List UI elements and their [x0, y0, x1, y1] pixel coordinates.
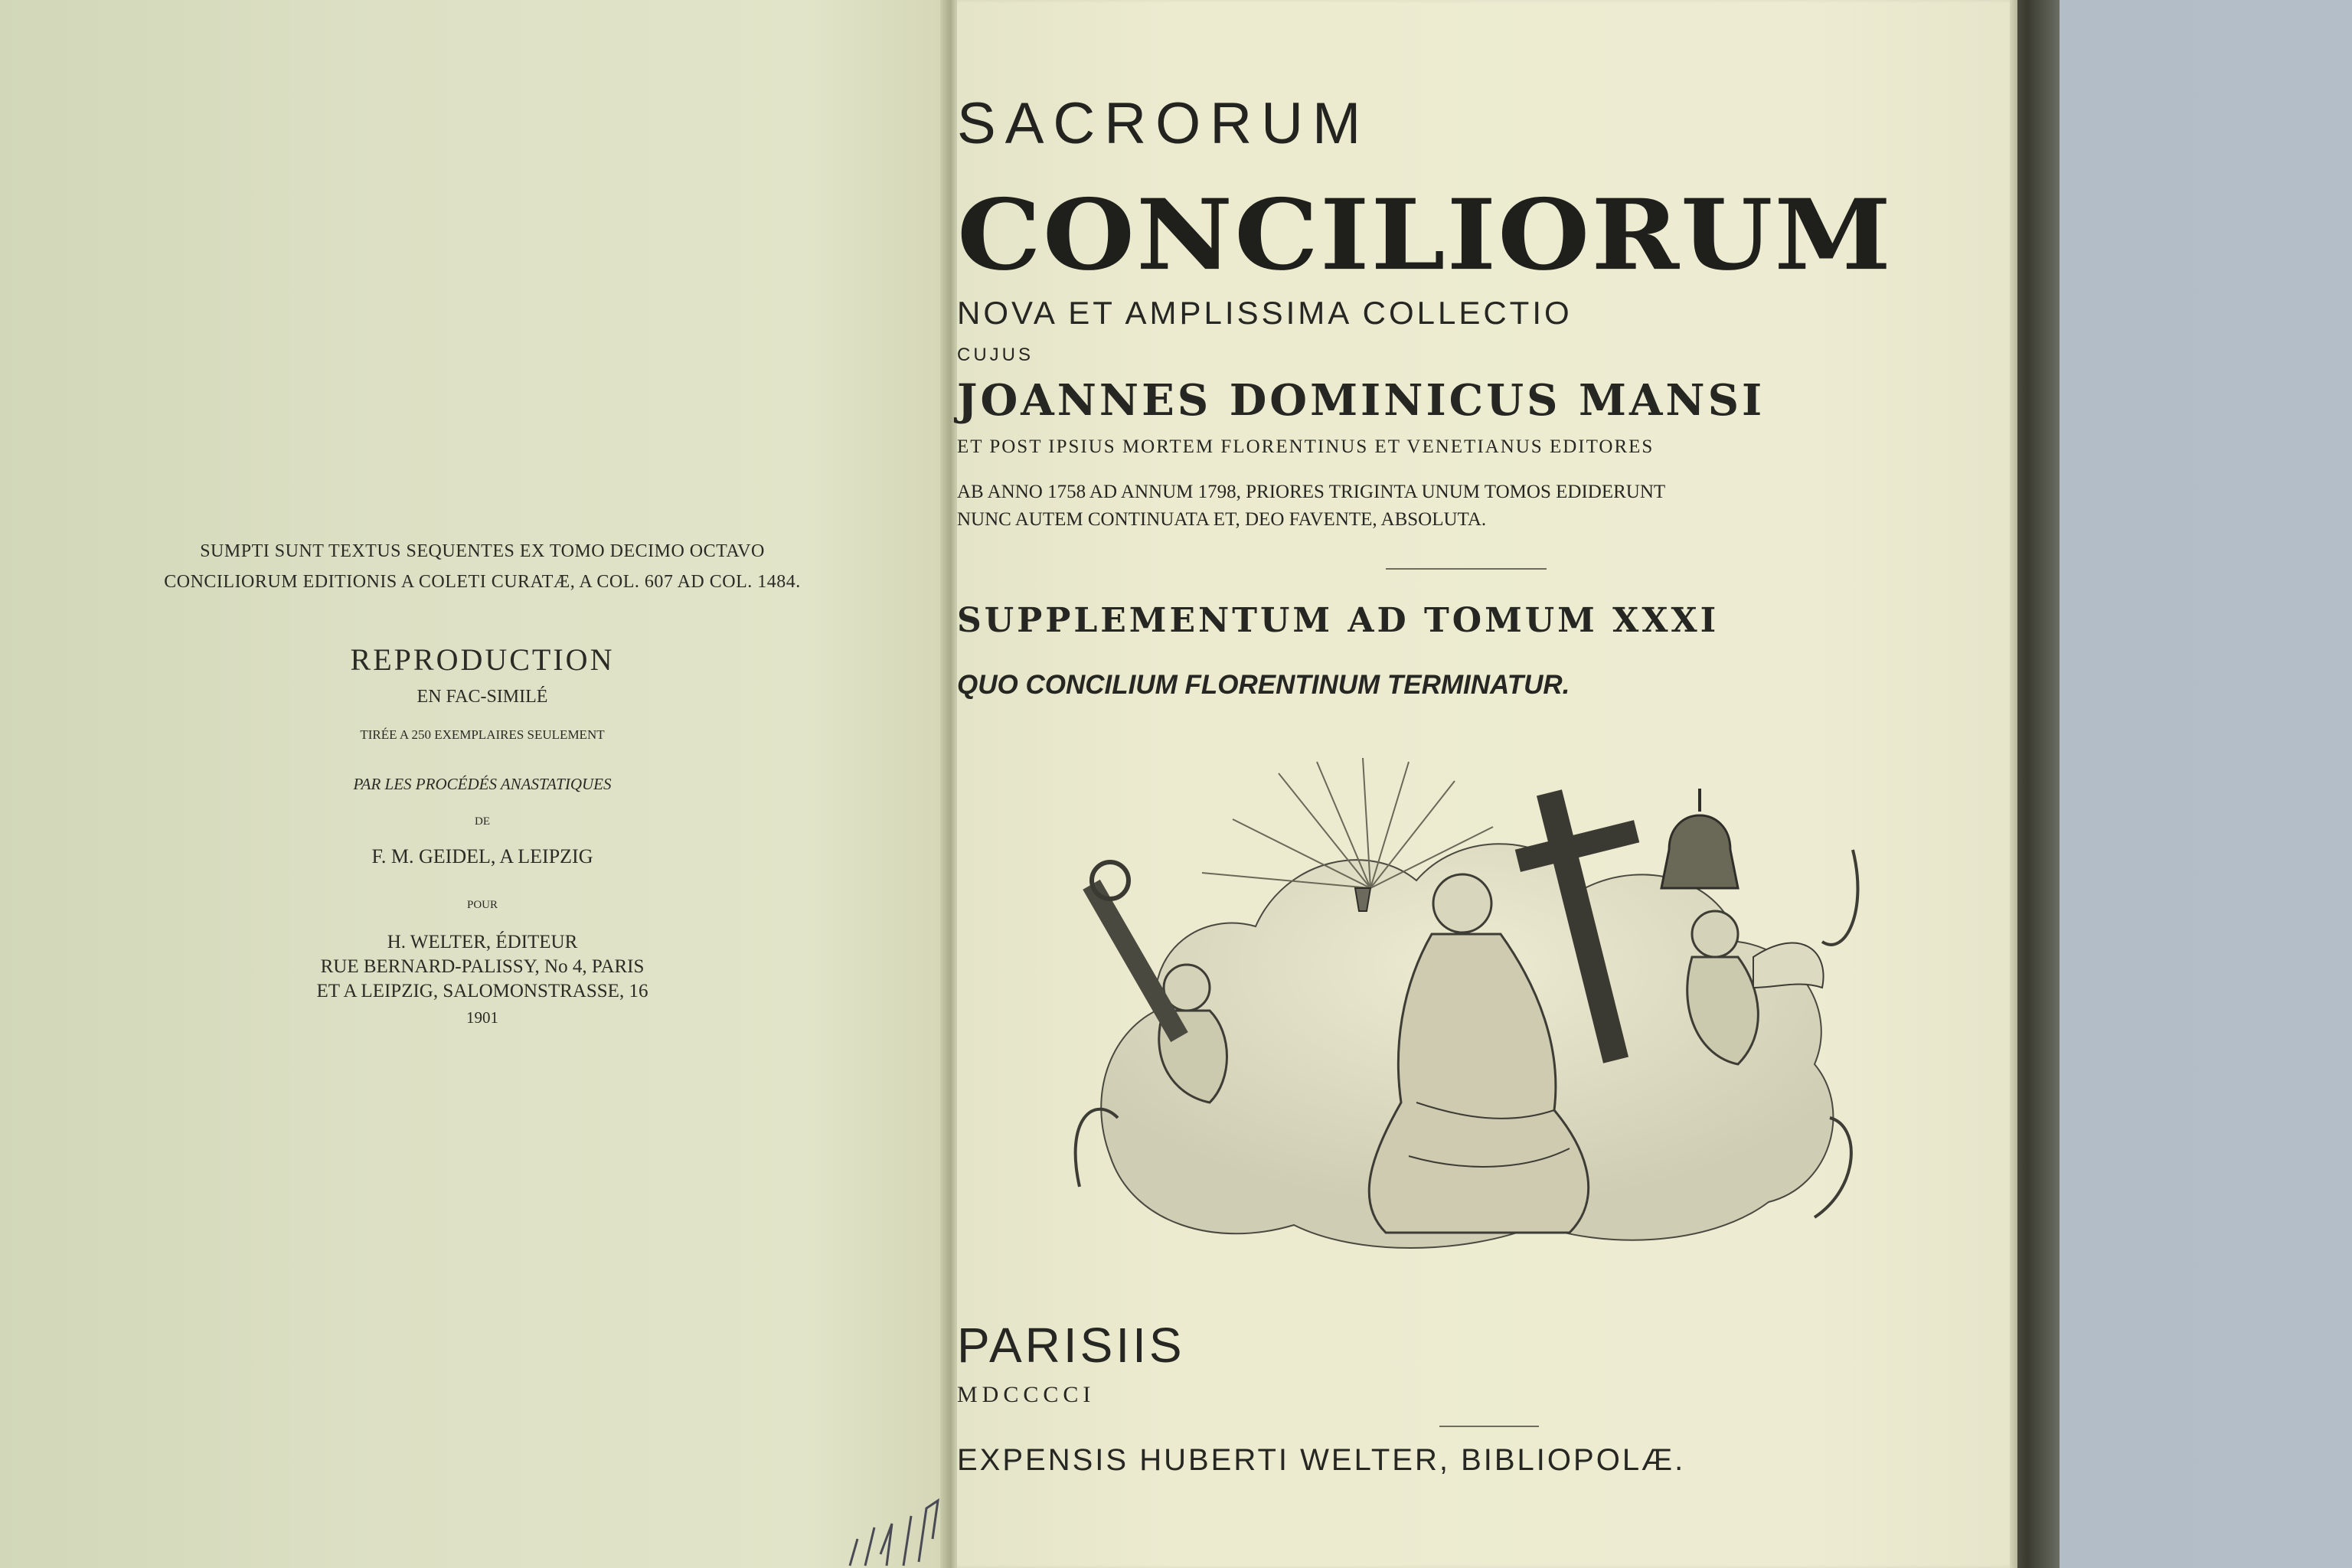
history-line-1: AB ANNO 1758 AD ANNUM 1798, PRIORES TRIGINTA UNUM TOMOS EDIDERUNT: [957, 482, 1666, 502]
rule-divider-2: [1439, 1426, 1539, 1427]
publisher-line-2: RUE BERNARD-PALISSY, No 4, PARIS: [320, 956, 645, 977]
de-line: DE: [475, 815, 490, 828]
publisher-line-1: H. WELTER, ÉDITEUR: [387, 932, 578, 952]
history-line-2: NUNC AUTEM CONTINUATA ET, DEO FAVENTE, ABSOLUTA.: [957, 509, 1487, 530]
imprint-publisher: EXPENSIS HUBERTI WELTER, BIBLIOPOLÆ.: [957, 1443, 1686, 1477]
left-page: [0, 0, 949, 1568]
editors-line: ET POST IPSIUS MORTEM FLORENTINUS ET VENETIANUS EDITORES: [957, 436, 1655, 457]
publisher-line-3: ET A LEIPZIG, SALOMONSTRASSE, 16: [316, 981, 648, 1001]
colophon-block: [107, 536, 858, 1027]
history-block: [957, 479, 2017, 534]
facsimile-line: EN FAC-SIMILÉ: [416, 687, 548, 707]
author-name: JOANNES DOMINICUS MANSI: [957, 375, 1766, 426]
pour-line: POUR: [466, 899, 498, 911]
allegorical-engraving: [1064, 758, 1876, 1263]
handwritten-shelfmark: [835, 1493, 949, 1568]
imprint-date: MDCCCCI: [957, 1382, 1096, 1407]
source-line-1: SUMPTI SUNT TEXTUS SEQUENTES EX TOMO DECIMO OCTAVO: [200, 541, 765, 561]
title-line-1: SACRORUM: [957, 91, 1370, 156]
reproduction-heading: REPRODUCTION: [350, 642, 615, 677]
volume-title: SUPPLEMENTUM AD TOMUM XXXI: [957, 601, 1720, 640]
colophon-year: 1901: [466, 1008, 498, 1027]
right-page: [957, 0, 2017, 1568]
volume-subtitle: QUO CONCILIUM FLORENTINUM TERMINATUR.: [957, 670, 1570, 700]
subtitle: NOVA ET AMPLISSIMA COLLECTIO: [957, 295, 1573, 331]
rule-divider: [1386, 568, 1547, 570]
process-line: PAR LES PROCÉDÉS ANASTATIQUES: [353, 775, 612, 793]
title-main: CONCILIORUM: [957, 177, 1893, 292]
page-edge: [2010, 0, 2017, 1568]
imprint-place: PARISIIS: [957, 1318, 1185, 1373]
print-run-line: TIRÉE A 250 EXEMPLAIRES SEULEMENT: [360, 727, 605, 742]
source-line-2: CONCILIORUM EDITIONIS A COLETI CURATÆ, A COL. 607 AD COL. 1484.: [164, 572, 801, 592]
printer-line: F. M. GEIDEL, A LEIPZIG: [371, 845, 593, 867]
cujus-line: CUJUS: [957, 345, 1034, 365]
